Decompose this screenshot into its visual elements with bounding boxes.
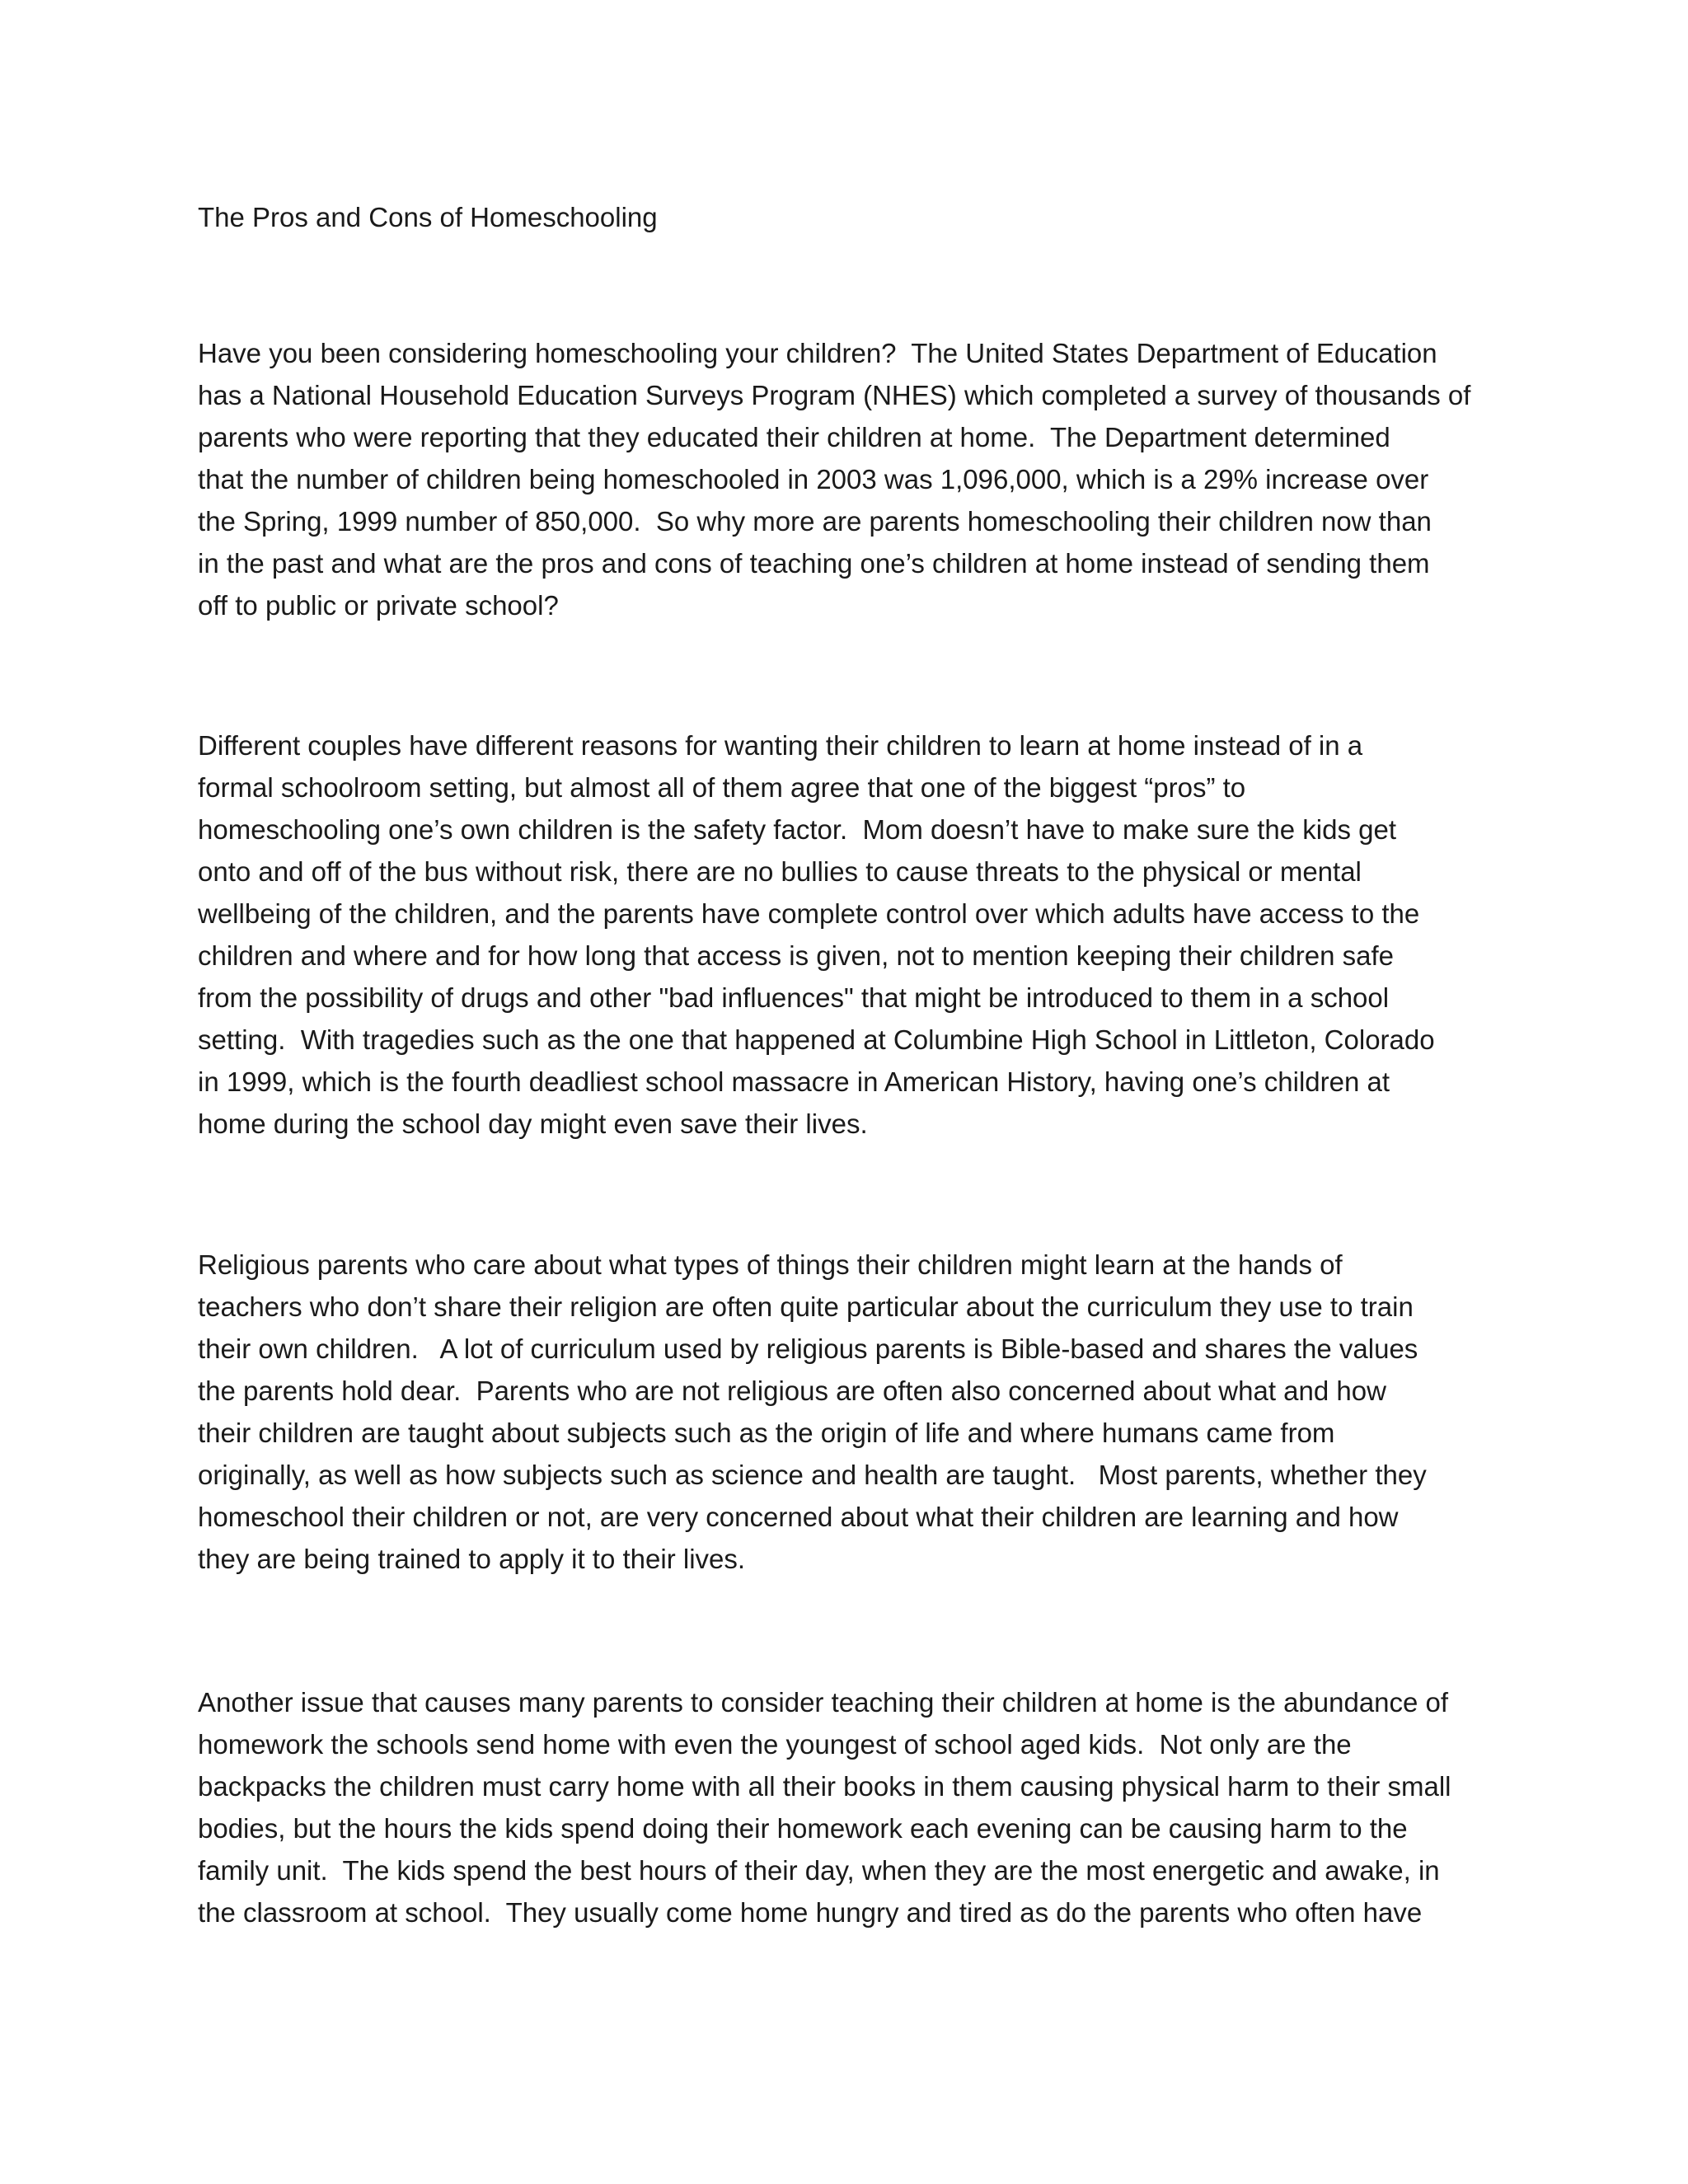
paragraph-line: the classroom at school. They usually come home hungry and tired as do the parents who often have — [198, 1897, 1423, 1928]
paragraph-line: the Spring, 1999 number of 850,000. So why more are parents homeschooling their children now than — [198, 506, 1432, 537]
paragraph-line: Religious parents who care about what types of things their children might learn at the hands of — [198, 1249, 1343, 1280]
paragraph-line: in the past and what are the pros and cons of teaching one’s children at home instead of sending them — [198, 548, 1430, 579]
paragraph-line: Have you been considering homeschooling your children? The United States Department of Education — [198, 338, 1437, 368]
paragraph-line: their own children. A lot of curriculum used by religious parents is Bible-based and shares the values — [198, 1333, 1418, 1364]
paragraph-line: Different couples have different reasons for wanting their children to learn at home instead of in a — [198, 730, 1363, 761]
paragraph-line: their children are taught about subjects such as the origin of life and where humans came from — [198, 1418, 1335, 1448]
paragraph-line: backpacks the children must carry home with all their books in them causing physical harm to their small — [198, 1771, 1451, 1802]
paragraph-1 — [198, 332, 1517, 626]
paragraph-line: Another issue that causes many parents to consider teaching their children at home is the abundance of — [198, 1687, 1449, 1718]
document-title — [198, 196, 1517, 238]
title-text: The Pros and Cons of Homeschooling — [198, 202, 658, 232]
paragraph-line: the parents hold dear. Parents who are not religious are often also concerned about what and how — [198, 1376, 1386, 1406]
paragraph-line: formal schoolroom setting, but almost all of them agree that one of the biggest “pros” to — [198, 772, 1246, 803]
paragraph-line: parents who were reporting that they educated their children at home. The Department determined — [198, 422, 1390, 452]
paragraph-line: bodies, but the hours the kids spend doing their homework each evening can be causing harm to the — [198, 1813, 1408, 1844]
paragraph-3 — [198, 1244, 1517, 1580]
paragraph-line: has a National Household Education Surveys Program (NHES) which completed a survey of thousands of — [198, 380, 1471, 410]
paragraph-line: originally, as well as how subjects such as science and health are taught. Most parents, whether they — [198, 1460, 1427, 1490]
paragraph-line: homeschool their children or not, are very concerned about what their children are learning and how — [198, 1502, 1399, 1532]
paragraph-line: family unit. The kids spend the best hours of their day, when they are the most energetic and awake, in — [198, 1855, 1440, 1886]
paragraph-line: homeschooling one’s own children is the safety factor. Mom doesn’t have to make sure the kids get — [198, 814, 1397, 845]
paragraph-line: that the number of children being homeschooled in 2003 was 1,096,000, which is a 29% increase over — [198, 464, 1429, 494]
paragraph-line: home during the school day might even save their lives. — [198, 1108, 868, 1139]
paragraph-line: wellbeing of the children, and the parents have complete control over which adults have access to the — [198, 898, 1420, 929]
paragraph-line: teachers who don’t share their religion are often quite particular about the curriculum they use to train — [198, 1291, 1414, 1322]
paragraph-line: setting. With tragedies such as the one that happened at Columbine High School in Littleton, Colorado — [198, 1024, 1435, 1055]
paragraph-line: onto and off of the bus without risk, there are no bullies to cause threats to the physical or mental — [198, 856, 1362, 887]
paragraph-line: in 1999, which is the fourth deadliest school massacre in American History, having one’s children at — [198, 1066, 1390, 1097]
paragraph-line: homework the schools send home with even the youngest of school aged kids. Not only are the — [198, 1729, 1352, 1760]
paragraph-2 — [198, 724, 1517, 1145]
paragraph-line: from the possibility of drugs and other "bad influences" that might be introduced to them in a school — [198, 982, 1390, 1013]
paragraph-line: they are being trained to apply it to their lives. — [198, 1544, 746, 1574]
paragraph-line: children and where and for how long that access is given, not to mention keeping their children safe — [198, 940, 1395, 971]
paragraph-4 — [198, 1681, 1517, 1933]
paragraph-line: off to public or private school? — [198, 590, 559, 621]
